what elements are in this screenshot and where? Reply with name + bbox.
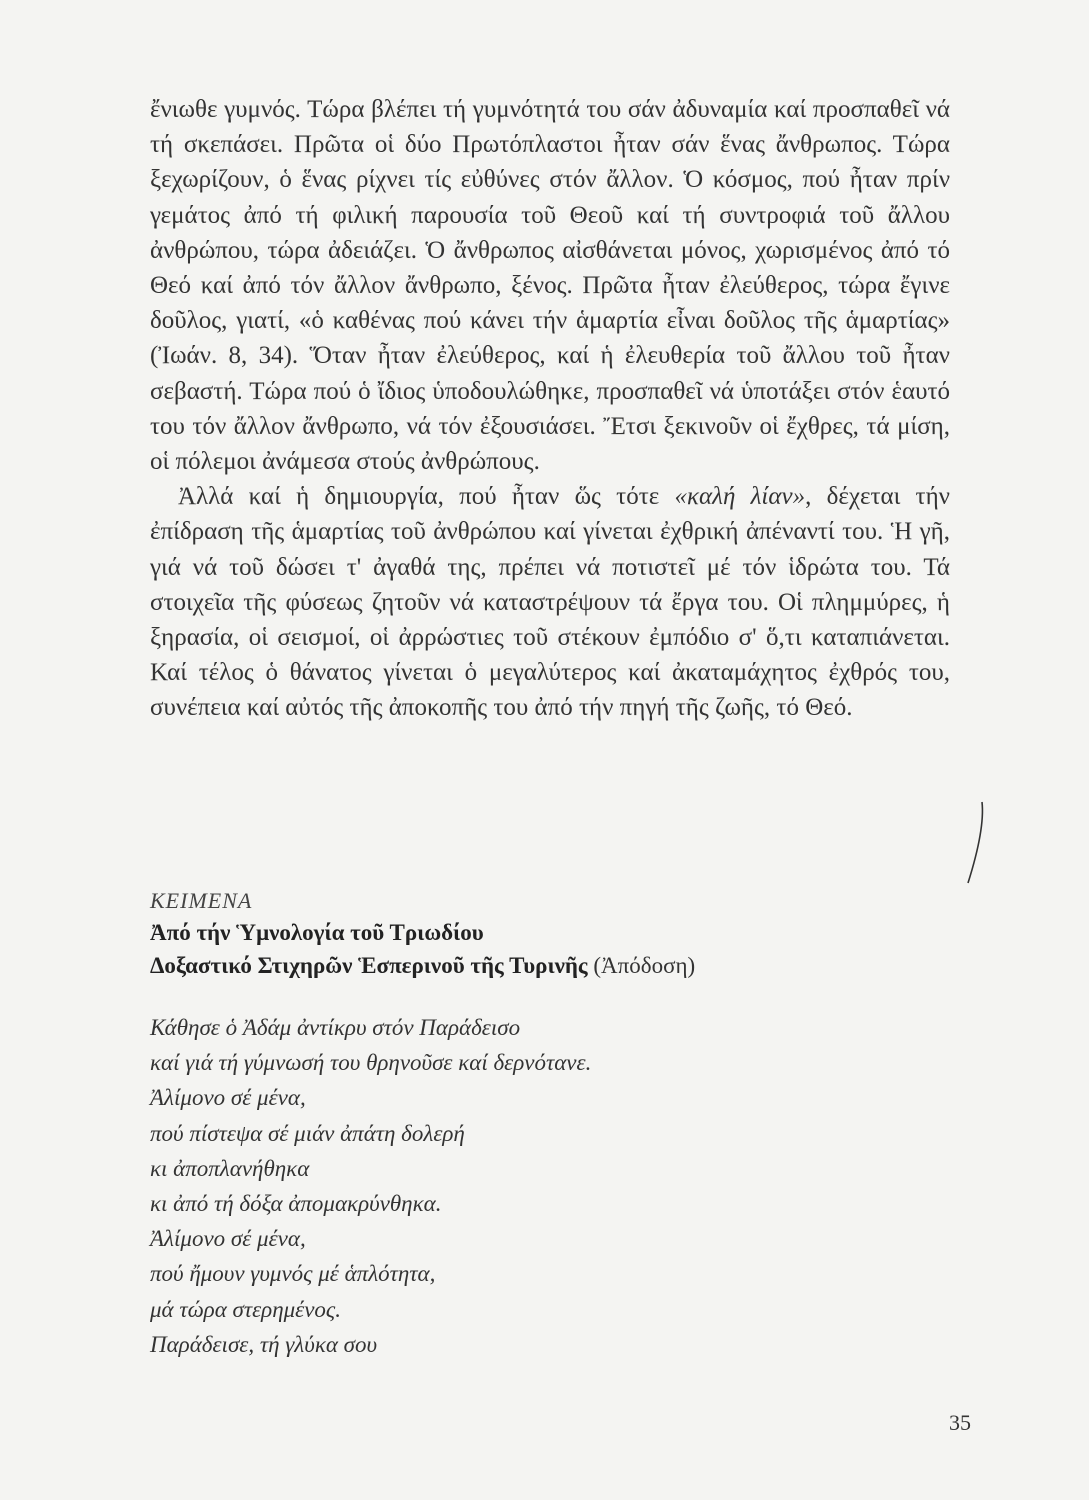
subsection-heading-note: (Ἀπόδοση) xyxy=(587,953,696,978)
paragraph-2 xyxy=(150,479,950,725)
poem-line: Παράδεισε, τή γλύκα σου xyxy=(150,1331,378,1357)
page-number: 35 xyxy=(949,1410,971,1435)
paragraph-2-start: Ἀλλά καί ἡ δημιουργία, πού ἦταν ὥς τότε xyxy=(178,483,675,511)
paragraph-1: ἔνιωθε γυμνός. Τώρα βλέπει τή γυμνότητά του σάν ἀδυναμία καί προσπαθεῖ νά τή σκεπάσει. Πρῶτα οἱ δύο Πρωτόπλαστοι ἦταν σάν ἕνας ἄνθρωπος. Τώρα ξεχωρίζουν, ὁ ἕνας ρίχνει τίς εὐθύνες στόν ἄλλον. Ὁ κόσμος, πού ἦταν πρίν γεμάτος ἀπό τή φιλική παρουσία τοῦ Θεοῦ καί τή συντροφιά τοῦ ἄλλου ἀνθρώπου, τώρα ἀδειάζει. Ὁ ἄνθρωπος αἰσθάνεται μόνος, χωρισμένος ἀπό τό Θεό καί ἀπό τόν ἄλλον ἄνθρωπο, ξένος. Πρῶτα ἦταν ἐλεύθερος, τώρα ἔγινε δοῦλος, γιατί, «ὁ καθένας πού κάνει τήν ἁμαρτία εἶναι δοῦλος τῆς ἁμαρτίας» (Ἰωάν. 8, 34). Ὅταν ἦταν ἐλεύθερος, καί ἡ ἐλευθερία τοῦ ἄλλου τοῦ ἦταν σεβαστή. Τώρα πού ὁ ἴδιος ὑποδουλώθηκε, προσπαθεῖ νά ὑποτάξει στόν ἑαυτό του τόν ἄλλον ἄνθρωπο, νά τόν ἐξουσιάσει. Ἔτσι ξεκινοῦν οἱ ἔχθρες, τά μίση, οἱ πόλεμοι ἀνάμεσα στούς ἀνθρώπους. xyxy=(150,96,950,476)
body-text xyxy=(150,92,950,726)
poem-line: Κάθησε ὁ Ἀδάμ ἀντίκρυ στόν Παράδεισο xyxy=(150,1015,521,1040)
poem-line: πού ἤμουν γυμνός μέ ἁπλότητα, xyxy=(150,1261,436,1287)
poem-line: κι ἀπό τή δόξα ἀπομακρύνθηκα. xyxy=(150,1191,442,1217)
subsection-heading-title: Δοξαστικό Στιχηρῶν Ἑσπερινοῦ τῆς Τυρινῆς xyxy=(150,953,588,978)
poem-line: κι ἀποπλανήθηκα xyxy=(150,1155,310,1181)
paragraph-2-end: , δέχεται τήν ἐπίδραση τῆς ἁμαρτίας τοῦ ἀνθρώπου καί γίνεται ἐχθρική ἀπέναντί του. Ἡ γῆ, γιά νά τοῦ δώσει τ' ἀγαθά της, πρέπει νά ποτιστεῖ μέ τόν ἱδρώτα του. Τά στοιχεῖα τῆς φύσεως ζητοῦν νά καταστρέψουν τά ἔργα του. Οἱ πλημμύρες, ἡ ξηρασία, οἱ σεισμοί, οἱ ἀρρώστιες τοῦ στέκουν ἐμπόδιο σ' ὅ,τι καταπιάνεται. Καί τέλος ὁ θάνατος γίνεται ὁ μεγαλύτερος καί ἀκαταμάχητος ἐχθρός του, συνέπεια καί αὐτός τῆς ἀποκοπῆς του ἀπό τήν πηγή τῆς ζωῆς, τό Θεό. xyxy=(150,483,950,722)
margin-pen-mark xyxy=(958,800,988,885)
poem-line: Ἀλίμονο σέ μένα, xyxy=(150,1085,306,1111)
poem-line: καί γιά τή γύμνωσή του θρηνοῦσε καί δερνότανε. xyxy=(150,1050,592,1076)
poem xyxy=(150,1010,970,1362)
section-heading: Ἀπό τήν Ὑμνολογία τοῦ Τριωδίου xyxy=(150,920,484,945)
subsection-heading xyxy=(150,953,695,979)
poem-line: πού πίστεψα σέ μιάν ἀπάτη δολερή xyxy=(150,1120,465,1146)
poem-line: μά τώρα στερημένος. xyxy=(150,1296,341,1322)
poem-line: Ἀλίμονο σέ μένα, xyxy=(150,1226,306,1252)
paragraph-2-quote: «καλή λίαν» xyxy=(674,483,806,511)
texts-label: ΚΕΙΜΕΝΑ xyxy=(150,888,253,913)
